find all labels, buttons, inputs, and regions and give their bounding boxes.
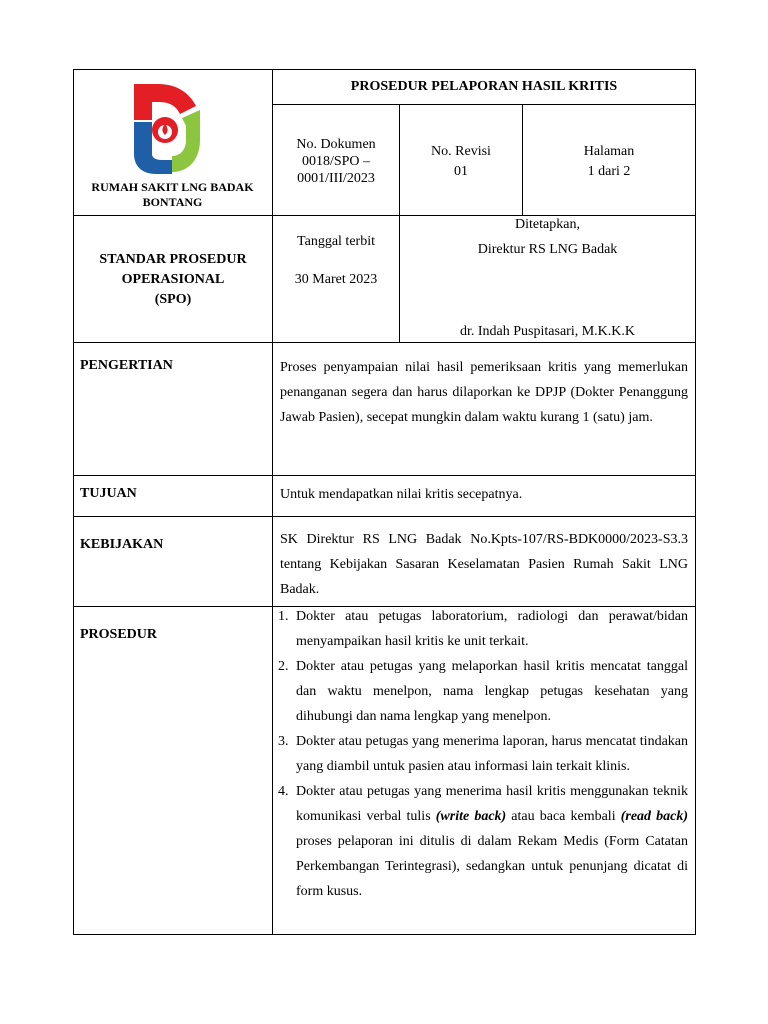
pengertian-text: Proses penyampaian nilai hasil pemeriksaan kritis yang memerlukan penanganan segera dan harus dilaporkan ke DPJP (Dokter Penanggung Jawab Pasien), secepat mungkin dalam waktu kurang 1 (satu) jam.	[280, 360, 688, 425]
step-3-number: 3.	[278, 734, 289, 749]
step-1-text: Dokter atau petugas laboratorium, radiologi dan perawat/bidan menyampaikan hasil kritis ke unit terkait.	[296, 609, 688, 649]
prosedur-label: PROSEDUR	[80, 627, 158, 642]
lng-badak-logo-icon	[128, 80, 204, 175]
approved-label: Ditetapkan,	[515, 217, 580, 232]
hospital-name: RUMAH SAKIT LNG BADAK BONTANG	[91, 180, 254, 209]
step-4-read-back: (read back)	[620, 809, 689, 824]
page-label: Halaman	[583, 144, 635, 159]
kebijakan-label: KEBIJAKAN	[80, 537, 164, 552]
issue-date-label: Tanggal terbit	[297, 234, 375, 249]
step-4-text-c: proses pelaporan ini ditulis di dalam Rekam Medis (Form Catatan Perkembangan Terintegrasi), sedangkan untuk penunjang dicatat di form kusus.	[296, 834, 688, 899]
step-4-text-b: atau baca kembali	[506, 809, 621, 824]
step-4	[278, 779, 688, 904]
approved-name: dr. Indah Puspitasari, M.K.K.K	[460, 324, 635, 339]
step-3-text: Dokter atau petugas yang menerima laporan, harus mencatat tindakan yang diambil untuk pasien atau informasi lain terkait klinis.	[296, 734, 688, 774]
doc-number-value: 0018/SPO – 0001/III/2023	[297, 154, 375, 186]
step-1-number: 1.	[278, 609, 289, 624]
page-value: 1 dari 2	[587, 164, 631, 179]
step-4-number: 4.	[278, 784, 289, 799]
prosedur-steps	[278, 604, 688, 904]
tujuan-label: TUJUAN	[80, 486, 137, 501]
step-4-write-back: (write back)	[435, 809, 507, 824]
page-title: PROSEDUR PELAPORAN HASIL KRITIS	[350, 79, 618, 94]
issue-date-value: 30 Maret 2023	[294, 272, 378, 287]
revision-label: No. Revisi	[431, 144, 491, 159]
step-2	[278, 654, 688, 729]
step-1	[278, 604, 688, 654]
approved-role: Direktur RS LNG Badak	[477, 242, 618, 257]
step-2-text: Dokter atau petugas yang melaporkan hasil kritis mencatat tanggal dan waktu menelpon, nama lengkap petugas kesehatan yang dihubungi dan nama lengkap yang menelpon.	[296, 659, 688, 724]
doc-number-label: No. Dokumen	[296, 137, 376, 152]
revision-value: 01	[454, 164, 468, 179]
spo-title	[74, 250, 272, 310]
spo-title-line3: (SPO)	[154, 292, 192, 307]
kebijakan-text: SK Direktur RS LNG Badak No.Kpts-107/RS-BDK0000/2023-S3.3 tentang Kebijakan Sasaran Keselamatan Pasien Rumah Sakit LNG Badak.	[280, 532, 688, 597]
spo-title-line2: OPERASIONAL	[121, 272, 225, 287]
spo-title-line1: STANDAR PROSEDUR	[99, 252, 247, 267]
hospital-logo	[128, 80, 204, 175]
step-2-number: 2.	[278, 659, 289, 674]
tujuan-text: Untuk mendapatkan nilai kritis secepatnya.	[280, 487, 523, 502]
step-3	[278, 729, 688, 779]
step-4-text-a: Dokter atau petugas yang menerima hasil kritis menggunakan teknik komunikasi verbal tulis	[296, 784, 688, 824]
pengertian-label: PENGERTIAN	[80, 358, 173, 373]
